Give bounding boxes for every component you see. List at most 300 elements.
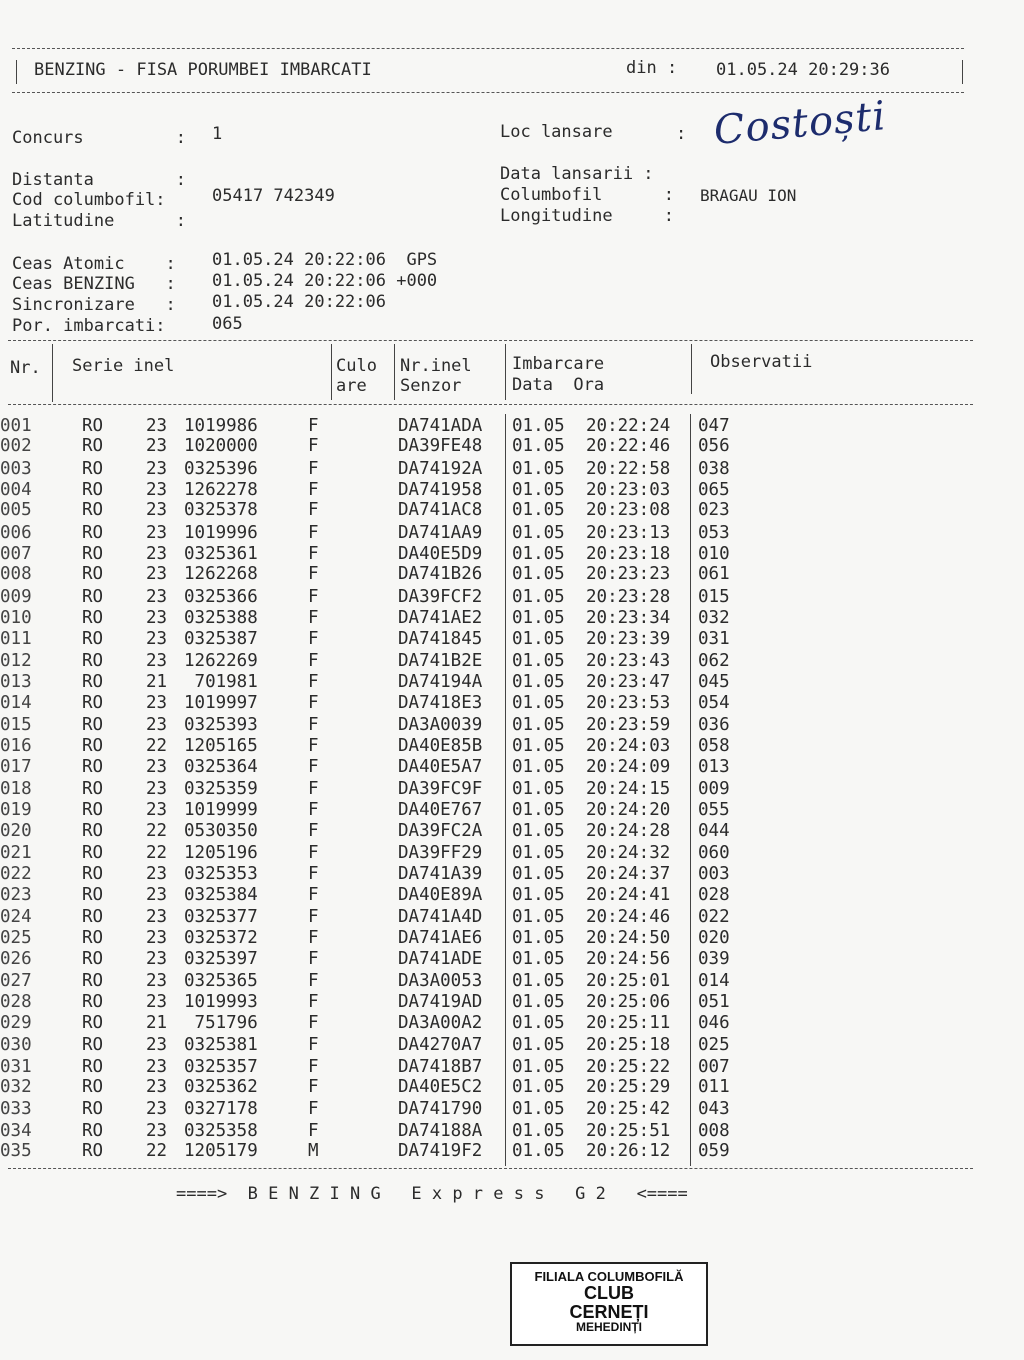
row-sensor-ring: DA741ADA: [398, 416, 483, 436]
row-time: 20:25:29: [586, 1076, 671, 1097]
row-country: RO: [82, 416, 104, 436]
row-year: 22: [146, 820, 168, 841]
row-nr: 001: [0, 416, 32, 436]
table-row: [0, 736, 960, 757]
row-nr: 008: [0, 564, 32, 585]
row-observatii: 061: [698, 564, 730, 585]
row-country: RO: [82, 586, 104, 607]
row-time: 20:24:41: [586, 884, 671, 905]
row-sex: F: [308, 458, 319, 479]
row-sensor-ring: DA40E5D9: [398, 544, 483, 565]
row-sensor-ring: DA74192A: [398, 458, 483, 479]
row-country: RO: [82, 436, 104, 457]
row-time: 20:25:22: [586, 1056, 671, 1077]
row-country: RO: [82, 458, 104, 479]
row-date: 01.05: [512, 436, 565, 457]
table-row: [0, 672, 960, 693]
stamp-line-2: CLUB: [584, 1282, 634, 1303]
row-ring-number: 1019999: [184, 800, 258, 821]
row-nr: 035: [0, 1140, 32, 1161]
row-ring-number: 0327178: [184, 1099, 258, 1120]
report-title: BENZING - FISA PORUMBEI IMBARCATI: [34, 60, 372, 80]
row-country: RO: [82, 692, 104, 713]
row-ring-number: 1205165: [184, 736, 258, 757]
row-nr: 021: [0, 843, 32, 863]
row-observatii: 065: [698, 480, 730, 501]
row-observatii: 051: [698, 992, 730, 1013]
row-nr: 018: [0, 778, 32, 799]
row-sensor-ring: DA74194A: [398, 672, 483, 693]
table-row: [0, 992, 960, 1013]
row-nr: 028: [0, 992, 32, 1013]
row-year: 23: [146, 928, 168, 949]
row-ring-number: 0325366: [184, 586, 258, 607]
ceas-benzing-value: 01.05.24 20:22:06 +000: [212, 271, 438, 291]
row-date: 01.05: [512, 480, 565, 501]
row-ring-number: 1205179: [184, 1140, 258, 1161]
row-observatii: 013: [698, 756, 730, 777]
col-divider-4: [505, 344, 506, 400]
row-nr: 002: [0, 436, 32, 457]
row-sex: F: [308, 756, 319, 777]
row-nr: 024: [0, 907, 32, 928]
row-sex: F: [308, 416, 319, 436]
row-sensor-ring: DA7418B7: [398, 1056, 483, 1077]
table-row: [0, 757, 960, 778]
row-date: 01.05: [512, 416, 565, 436]
row-sensor-ring: DA39FC9F: [398, 778, 483, 799]
row-ring-number: 1262278: [184, 480, 258, 501]
row-nr: 025: [0, 928, 32, 949]
row-time: 20:24:50: [586, 928, 671, 949]
row-nr: 026: [0, 948, 32, 969]
row-sex: F: [308, 714, 319, 735]
row-country: RO: [82, 608, 104, 629]
row-ring-number: 0530350: [184, 820, 258, 841]
row-observatii: 007: [698, 1056, 730, 1077]
row-country: RO: [82, 522, 104, 543]
row-time: 20:24:28: [586, 820, 671, 841]
club-stamp: [510, 1262, 708, 1346]
row-year: 23: [146, 971, 168, 992]
row-date: 01.05: [512, 1056, 565, 1077]
row-observatii: 039: [698, 948, 730, 969]
row-nr: 020: [0, 820, 32, 841]
row-sex: F: [308, 436, 319, 457]
col-divider-3: [394, 344, 395, 400]
row-year: 23: [146, 608, 168, 629]
porumbei-imbarcati-label: Por. imbarcati:: [12, 316, 166, 336]
row-observatii: 038: [698, 458, 730, 479]
row-sensor-ring: DA741790: [398, 1099, 483, 1120]
row-year: 23: [146, 1099, 168, 1120]
row-year: 22: [146, 1140, 168, 1161]
col-divider-2: [331, 344, 332, 400]
row-sensor-ring: DA39FE48: [398, 436, 483, 457]
row-year: 22: [146, 736, 168, 757]
row-nr: 016: [0, 736, 32, 757]
row-nr: 007: [0, 544, 32, 565]
row-observatii: 043: [698, 1099, 730, 1120]
row-nr: 034: [0, 1120, 32, 1141]
header-left-edge: [16, 60, 17, 84]
row-sensor-ring: DA741B26: [398, 564, 483, 585]
table-row: [0, 651, 960, 672]
sincronizare-label: Sincronizare :: [12, 295, 176, 315]
table-row: [0, 821, 960, 842]
row-ring-number: 0325361: [184, 544, 258, 565]
row-time: 20:23:59: [586, 714, 671, 735]
table-row: [0, 1099, 960, 1120]
row-year: 21: [146, 1012, 168, 1033]
row-nr: 031: [0, 1056, 32, 1077]
row-date: 01.05: [512, 1099, 565, 1120]
row-date: 01.05: [512, 714, 565, 735]
ceas-atomic-label: Ceas Atomic :: [12, 254, 176, 274]
row-ring-number: 0325397: [184, 948, 258, 969]
row-year: 23: [146, 544, 168, 565]
row-year: 23: [146, 907, 168, 928]
row-year: 23: [146, 1076, 168, 1097]
row-date: 01.05: [512, 458, 565, 479]
row-date: 01.05: [512, 650, 565, 671]
row-ring-number: 0325381: [184, 1035, 258, 1056]
row-observatii: 003: [698, 864, 730, 885]
row-country: RO: [82, 1120, 104, 1141]
row-time: 20:24:09: [586, 756, 671, 777]
row-sex: F: [308, 564, 319, 585]
row-time: 20:23:23: [586, 564, 671, 585]
row-country: RO: [82, 1035, 104, 1056]
row-year: 23: [146, 864, 168, 885]
row-sensor-ring: DA741AE2: [398, 608, 483, 629]
row-date: 01.05: [512, 992, 565, 1013]
row-sex: F: [308, 928, 319, 949]
report-date-label: din :: [626, 58, 678, 78]
row-country: RO: [82, 714, 104, 735]
cod-columbofil-label: Cod columbofil:: [12, 190, 166, 210]
footer-brand: ====> B E N Z I N G E x p r e s s G 2 <====: [176, 1184, 688, 1204]
row-sensor-ring: DA74188A: [398, 1120, 483, 1141]
row-year: 23: [146, 800, 168, 821]
row-date: 01.05: [512, 692, 565, 713]
row-time: 20:23:53: [586, 692, 671, 713]
table-row: [0, 779, 960, 800]
row-sensor-ring: DA7419AD: [398, 992, 483, 1013]
row-sex: F: [308, 778, 319, 799]
row-ring-number: 701981: [184, 672, 258, 693]
row-date: 01.05: [512, 843, 565, 863]
table-row: [0, 1013, 960, 1034]
row-time: 20:22:46: [586, 436, 671, 457]
row-sex: F: [308, 692, 319, 713]
row-sex: F: [308, 650, 319, 671]
row-nr: 014: [0, 692, 32, 713]
row-nr: 033: [0, 1099, 32, 1120]
row-time: 20:24:56: [586, 948, 671, 969]
row-ring-number: 1019993: [184, 992, 258, 1013]
row-nr: 011: [0, 628, 32, 649]
row-sensor-ring: DA39FF29: [398, 843, 483, 863]
row-country: RO: [82, 1012, 104, 1033]
row-sex: F: [308, 820, 319, 841]
stamp-line-3: CERNEȚI: [569, 1301, 649, 1322]
ceas-atomic-value: 01.05.24 20:22:06 GPS: [212, 250, 438, 270]
row-time: 20:24:46: [586, 907, 671, 928]
row-observatii: 023: [698, 500, 730, 521]
row-observatii: 015: [698, 586, 730, 607]
row-country: RO: [82, 948, 104, 969]
row-ring-number: 0325384: [184, 884, 258, 905]
columbofil-label: Columbofil :: [500, 185, 674, 205]
row-year: 23: [146, 1056, 168, 1077]
row-ring-number: 0325378: [184, 500, 258, 521]
row-observatii: 032: [698, 608, 730, 629]
row-nr: 017: [0, 756, 32, 777]
table-row: [0, 500, 960, 521]
row-time: 20:23:18: [586, 544, 671, 565]
row-country: RO: [82, 650, 104, 671]
row-time: 20:22:58: [586, 458, 671, 479]
row-year: 23: [146, 480, 168, 501]
row-observatii: 010: [698, 544, 730, 565]
row-time: 20:23:13: [586, 522, 671, 543]
row-ring-number: 751796: [184, 1012, 258, 1033]
loc-lansare-colon: :: [676, 124, 687, 144]
row-ring-number: 1019986: [184, 416, 258, 436]
row-observatii: 022: [698, 907, 730, 928]
row-observatii: 056: [698, 436, 730, 457]
row-ring-number: 0325357: [184, 1056, 258, 1077]
row-year: 23: [146, 778, 168, 799]
row-sensor-ring: DA741A39: [398, 864, 483, 885]
distanta-label: Distanta :: [12, 170, 186, 190]
col-header-observatii: Observatii: [710, 352, 813, 372]
row-ring-number: 0325396: [184, 458, 258, 479]
table-row: [0, 907, 960, 928]
table-row: [0, 715, 960, 736]
row-sensor-ring: DA741AC8: [398, 500, 483, 521]
row-nr: 004: [0, 480, 32, 501]
row-country: RO: [82, 500, 104, 521]
table-bottom-border: [8, 1168, 973, 1169]
data-lansarii-label: Data lansarii :: [500, 164, 654, 184]
row-year: 23: [146, 884, 168, 905]
row-time: 20:25:42: [586, 1099, 671, 1120]
row-sex: M: [308, 1140, 319, 1161]
table-row: [0, 1035, 960, 1056]
loc-lansare-handwritten: Costoști: [711, 93, 889, 154]
row-date: 01.05: [512, 672, 565, 693]
table-row: [0, 1121, 960, 1142]
row-sensor-ring: DA741AA9: [398, 522, 483, 543]
row-date: 01.05: [512, 586, 565, 607]
concurs-label: Concurs :: [12, 128, 186, 148]
row-ring-number: 0325387: [184, 628, 258, 649]
row-country: RO: [82, 992, 104, 1013]
row-ring-number: 0325364: [184, 756, 258, 777]
header-bottom-border: [12, 92, 964, 93]
table-row: [0, 693, 960, 714]
row-ring-number: 0325372: [184, 928, 258, 949]
row-sex: F: [308, 992, 319, 1013]
table-row: [0, 416, 960, 437]
row-time: 20:24:15: [586, 778, 671, 799]
row-nr: 030: [0, 1035, 32, 1056]
row-country: RO: [82, 928, 104, 949]
row-country: RO: [82, 820, 104, 841]
col-header-serie-inel: Serie inel: [72, 356, 175, 376]
table-row: [0, 1077, 960, 1098]
row-year: 23: [146, 756, 168, 777]
row-year: 23: [146, 586, 168, 607]
row-ring-number: 1205196: [184, 843, 258, 863]
row-nr: 032: [0, 1076, 32, 1097]
row-year: 23: [146, 628, 168, 649]
row-country: RO: [82, 480, 104, 501]
row-sensor-ring: DA741AE6: [398, 928, 483, 949]
row-country: RO: [82, 907, 104, 928]
table-row: [0, 864, 960, 885]
row-nr: 022: [0, 864, 32, 885]
stamp-line-4: MEHEDINȚI: [576, 1320, 642, 1335]
table-row: [0, 608, 960, 629]
table-row: [0, 1057, 960, 1078]
row-sensor-ring: DA40E85B: [398, 736, 483, 757]
table-header-top-border: [8, 340, 973, 341]
row-sensor-ring: DA3A0053: [398, 971, 483, 992]
row-ring-number: 1020000: [184, 436, 258, 457]
row-country: RO: [82, 800, 104, 821]
row-year: 23: [146, 650, 168, 671]
row-observatii: 011: [698, 1076, 730, 1097]
row-year: 23: [146, 458, 168, 479]
row-nr: 029: [0, 1012, 32, 1033]
latitudine-label: Latitudine :: [12, 211, 186, 231]
row-sensor-ring: DA40E89A: [398, 884, 483, 905]
row-time: 20:24:03: [586, 736, 671, 757]
row-sex: F: [308, 884, 319, 905]
row-time: 20:25:18: [586, 1035, 671, 1056]
col-divider-5: [691, 344, 692, 394]
row-year: 23: [146, 1035, 168, 1056]
row-sensor-ring: DA7419F2: [398, 1140, 483, 1161]
row-year: 22: [146, 843, 168, 863]
row-date: 01.05: [512, 736, 565, 757]
row-country: RO: [82, 564, 104, 585]
row-nr: 012: [0, 650, 32, 671]
table-row: [0, 587, 960, 608]
row-date: 01.05: [512, 948, 565, 969]
row-sex: F: [308, 1076, 319, 1097]
row-sensor-ring: DA3A0039: [398, 714, 483, 735]
table-row: [0, 800, 960, 821]
row-nr: 010: [0, 608, 32, 629]
concurs-value: 1: [212, 124, 223, 144]
row-observatii: 054: [698, 692, 730, 713]
row-time: 20:24:20: [586, 800, 671, 821]
row-date: 01.05: [512, 608, 565, 629]
row-ring-number: 1019997: [184, 692, 258, 713]
row-date: 01.05: [512, 864, 565, 885]
porumbei-imbarcati-value: 065: [212, 314, 243, 334]
row-sensor-ring: DA741A4D: [398, 907, 483, 928]
row-sex: F: [308, 544, 319, 565]
row-ring-number: 0325362: [184, 1076, 258, 1097]
table-row: [0, 629, 960, 650]
col-header-imbarcare: Imbarcare: [512, 354, 605, 374]
row-sex: F: [308, 1120, 319, 1141]
row-nr: 015: [0, 714, 32, 735]
row-observatii: 045: [698, 672, 730, 693]
row-sensor-ring: DA39FC2A: [398, 820, 483, 841]
row-observatii: 036: [698, 714, 730, 735]
row-time: 20:23:43: [586, 650, 671, 671]
col-header-culoare-2: are: [336, 376, 367, 396]
row-sex: F: [308, 1012, 319, 1033]
row-date: 01.05: [512, 522, 565, 543]
row-sensor-ring: DA40E767: [398, 800, 483, 821]
row-observatii: 014: [698, 971, 730, 992]
row-nr: 013: [0, 672, 32, 693]
table-row: [0, 1141, 960, 1162]
row-observatii: 028: [698, 884, 730, 905]
row-country: RO: [82, 672, 104, 693]
row-sensor-ring: DA741ADE: [398, 948, 483, 969]
table-row: [0, 885, 960, 906]
row-ring-number: 1262268: [184, 564, 258, 585]
row-nr: 023: [0, 884, 32, 905]
row-country: RO: [82, 971, 104, 992]
row-ring-number: 0325353: [184, 864, 258, 885]
row-sex: F: [308, 628, 319, 649]
row-country: RO: [82, 778, 104, 799]
row-sex: F: [308, 1035, 319, 1056]
row-date: 01.05: [512, 800, 565, 821]
row-sex: F: [308, 480, 319, 501]
table-row: [0, 480, 960, 501]
row-country: RO: [82, 628, 104, 649]
row-year: 23: [146, 692, 168, 713]
row-year: 23: [146, 1120, 168, 1141]
row-observatii: 059: [698, 1140, 730, 1161]
row-nr: 027: [0, 971, 32, 992]
row-observatii: 055: [698, 800, 730, 821]
row-sensor-ring: DA4270A7: [398, 1035, 483, 1056]
row-ring-number: 0325377: [184, 907, 258, 928]
row-sensor-ring: DA3A00A2: [398, 1012, 483, 1033]
row-date: 01.05: [512, 928, 565, 949]
row-sex: F: [308, 500, 319, 521]
row-sensor-ring: DA40E5C2: [398, 1076, 483, 1097]
row-date: 01.05: [512, 628, 565, 649]
row-observatii: 060: [698, 843, 730, 863]
row-time: 20:25:01: [586, 971, 671, 992]
row-nr: 019: [0, 800, 32, 821]
row-observatii: 053: [698, 522, 730, 543]
row-date: 01.05: [512, 820, 565, 841]
col-header-culoare-1: Culo: [336, 356, 377, 376]
row-observatii: 008: [698, 1120, 730, 1141]
row-country: RO: [82, 544, 104, 565]
row-sex: F: [308, 907, 319, 928]
row-sex: F: [308, 672, 319, 693]
table-row: [0, 564, 960, 585]
row-sensor-ring: DA39FCF2: [398, 586, 483, 607]
row-time: 20:23:39: [586, 628, 671, 649]
row-country: RO: [82, 736, 104, 757]
cod-columbofil-value: 05417 742349: [212, 186, 335, 206]
